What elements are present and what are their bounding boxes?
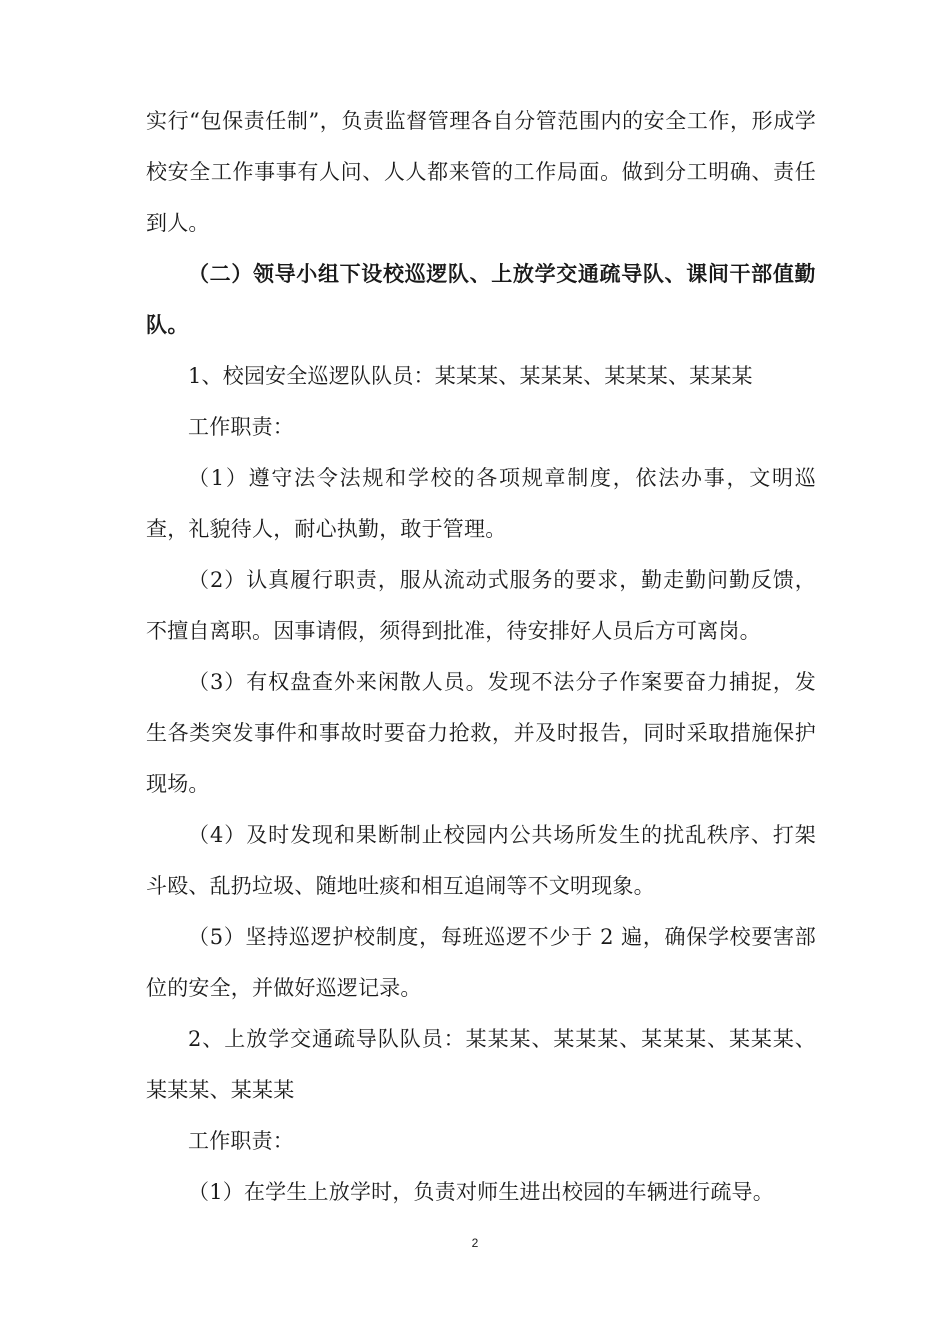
duty-item-1: （1）遵守法令法规和学校的各项规章制度，依法办事，文明巡查，礼貌待人，耐心执勤，敢于管理。 [146, 466, 816, 541]
duties-label: 工作职责： [188, 415, 294, 439]
section-heading: （二）领导小组下设校巡逻队、上放学交通疏导队、课间干部值勤队。 [146, 262, 816, 337]
duty-item-2: （2）认真履行职责，服从流动式服务的要求，勤走勤问勤反馈，不擅自离职。因事请假，须得到批准，待安排好人员后方可离岗。 [146, 568, 816, 643]
duty-item-5: （5）坚持巡逻护校制度，每班巡逻不少于 2 遍，确保学校要害部位的安全，并做好巡逻记录。 [146, 925, 816, 1000]
document-body [146, 96, 816, 1218]
duties-label: 工作职责： [188, 1129, 294, 1153]
traffic-duty-item-1: （1）在学生上放学时，负责对师生进出校园的车辆进行疏导。 [188, 1180, 774, 1204]
duty-item-3: （3）有权盘查外来闲散人员。发现不法分子作案要奋力捕捉，发生各类突发事件和事故时要奋力抢救，并及时报告，同时采取措施保护现场。 [146, 670, 816, 796]
traffic-team-members: 2、上放学交通疏导队队员：某某某、某某某、某某某、某某某、某某某、某某某 [146, 1027, 816, 1102]
patrol-team-members: 1、校园安全巡逻队队员：某某某、某某某、某某某、某某某 [188, 364, 753, 388]
paragraph-continued: 实行“包保责任制”，负责监督管理各自分管范围内的安全工作，形成学校安全工作事事有人问、人人都来管的工作局面。做到分工明确、责任到人。 [146, 109, 816, 235]
duty-item-4: （4）及时发现和果断制止校园内公共场所发生的扰乱秩序、打架斗殴、乱扔垃圾、随地吐痰和相互追闹等不文明现象。 [146, 823, 816, 898]
page-number: 2 [471, 1236, 479, 1250]
